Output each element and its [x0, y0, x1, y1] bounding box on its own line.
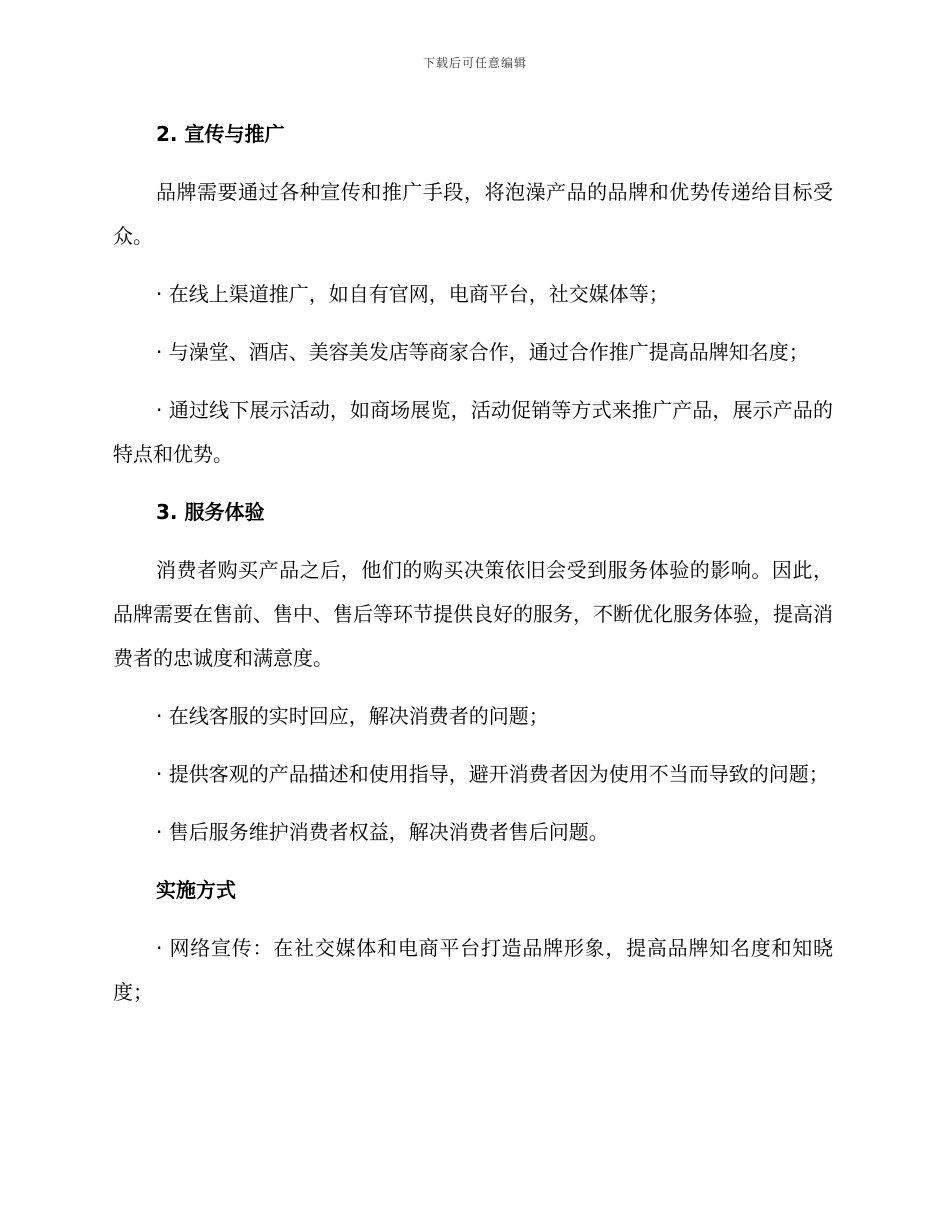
bullet-product-guidance: · 提供客观的产品描述和使用指导，避开消费者因为使用不当而导致的问题； [156, 762, 829, 786]
paragraph-promotion-intro: 品牌需要通过各种宣传和推广手段，将泡澡产品的品牌和优势传递给目标受众。 [113, 180, 833, 248]
section-heading-service: 3. 服务体验 [156, 500, 265, 524]
section-heading-implementation: 实施方式 [156, 878, 236, 902]
header-note: 下载后可任意编辑 [422, 56, 527, 70]
bullet-after-sales: · 售后服务维护消费者权益，解决消费者售后问题。 [156, 820, 609, 844]
paragraph-service-intro: 消费者购买产品之后，他们的购买决策依旧会受到服务体验的影响。因此，品牌需要在售前、售中、售后等环节提供良好的服务，不断优化服务体验，提高消费者的忠诚度和满意度。 [113, 558, 833, 670]
document-body [113, 112, 833, 1028]
bullet-offline-events: · 通过线下展示活动，如商场展览，活动促销等方式来推广产品，展示产品的特点和优势。 [113, 398, 833, 466]
bullet-online-publicity: · 网络宣传：在社交媒体和电商平台打造品牌形象，提高品牌知名度和知晓度； [113, 936, 833, 1004]
section-heading-promotion: 2. 宣传与推广 [156, 122, 285, 146]
bullet-merchant-cooperation: · 与澡堂、酒店、美容美发店等商家合作，通过合作推广提高品牌知名度； [156, 340, 809, 364]
bullet-online-support: · 在线客服的实时回应，解决消费者的问题； [156, 704, 549, 728]
bullet-online-channels: · 在线上渠道推广，如自有官网，电商平台，社交媒体等； [156, 282, 669, 306]
